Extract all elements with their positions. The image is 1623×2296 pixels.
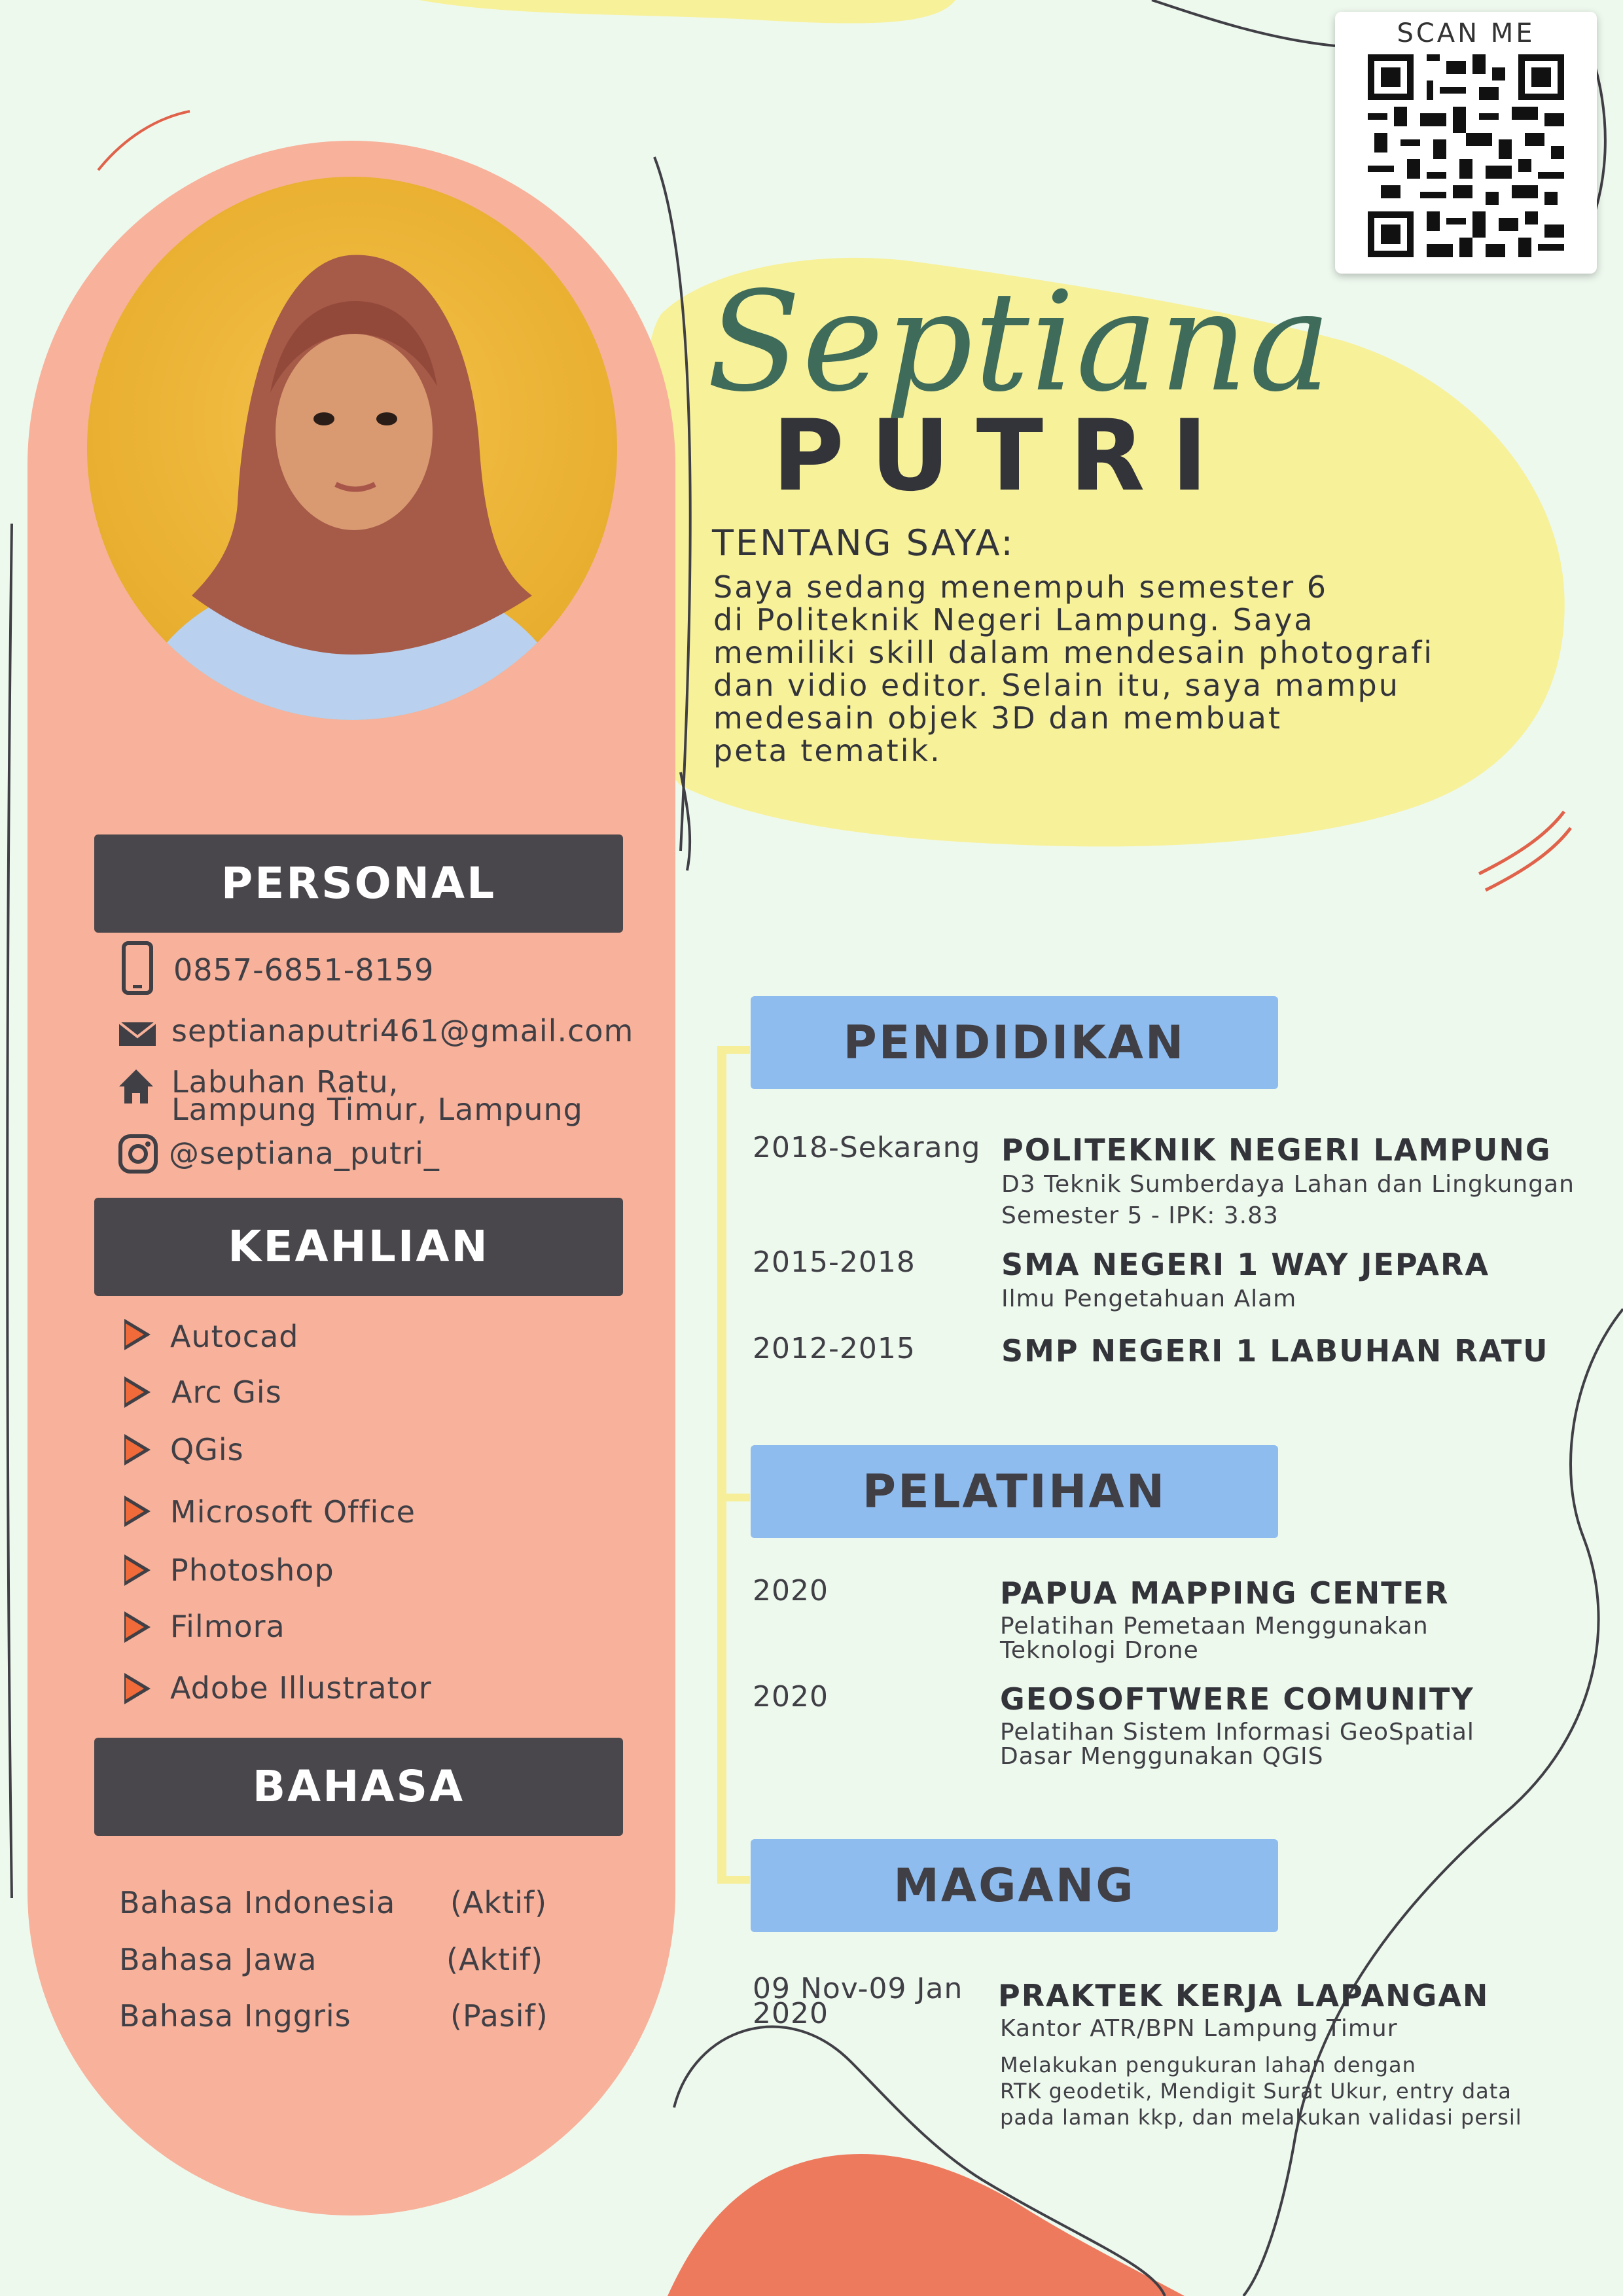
training-subtitle: Teknologi Drone (1000, 1637, 1199, 1664)
language-level: (Aktif) (446, 1942, 544, 1977)
internship-heading: MAGANG (751, 1839, 1278, 1932)
profile-photo-illustration (87, 177, 617, 720)
training-year: 2020 (753, 1574, 829, 1607)
about-line: peta tematik. (713, 733, 942, 768)
internship-title: PRAKTEK KERJA LAPANGAN (998, 1978, 1489, 2013)
internship-period-line: 09 Nov-09 Jan (753, 1972, 963, 2005)
training-subtitle: Dasar Menggunakan QGIS (1000, 1743, 1324, 1770)
training-subtitle: Pelatihan Pemetaan Menggunakan (1000, 1613, 1429, 1640)
skill-item: Autocad (170, 1319, 299, 1354)
instagram-icon (118, 1134, 158, 1174)
about-line: medesain objek 3D dan membuat (713, 700, 1282, 736)
training-heading: PELATIHAN (751, 1445, 1278, 1538)
bottom-coral-blob (668, 2154, 1185, 2296)
education-year: 2015-2018 (753, 1246, 916, 1279)
skill-item: Adobe Illustrator (170, 1670, 432, 1706)
about-line: Saya sedang menempuh semester 6 (713, 569, 1329, 605)
internship-description-line: Melakukan pengukuran lahan dengan (1000, 2053, 1416, 2077)
training-subtitle: Pelatihan Sistem Informasi GeoSpatial (1000, 1719, 1474, 1746)
address-line-2: Lampung Timur, Lampung (171, 1092, 583, 1127)
instagram-handle[interactable]: @septiana_putri_ (169, 1136, 440, 1171)
arrow-icon (124, 1319, 151, 1350)
skill-item: Microsoft Office (170, 1494, 416, 1530)
about-line: memiliki skill dalam mendesain photografi (713, 635, 1435, 670)
mail-icon (118, 1021, 157, 1047)
address (171, 1064, 583, 1127)
training-year: 2020 (753, 1680, 829, 1713)
about-title: TENTANG SAYA: (712, 522, 1015, 564)
training-title: PAPUA MAPPING CENTER (1000, 1575, 1450, 1611)
internship-period (753, 1972, 963, 2030)
education-heading: PENDIDIKAN (751, 996, 1278, 1089)
qr-code-card[interactable] (1335, 12, 1597, 274)
education-subtitle: Ilmu Pengetahuan Alam (1001, 1285, 1297, 1312)
languages-heading: BAHASA (94, 1738, 623, 1836)
qr-label: SCAN ME (1397, 18, 1535, 48)
education-title: POLITEKNIK NEGERI LAMPUNG (1001, 1132, 1552, 1168)
top-yellow-blob (419, 0, 955, 24)
internship-organization: Kantor ATR/BPN Lampung Timur (1000, 2015, 1398, 2042)
language-name: Bahasa Indonesia (119, 1885, 396, 1920)
internship-description-line: pada laman kkp, dan melakukan validasi persil (1000, 2105, 1522, 2130)
arrow-icon (124, 1376, 151, 1408)
arrow-icon (124, 1496, 151, 1527)
last-name: PUTRI (772, 399, 1234, 513)
language-level: (Aktif) (450, 1885, 548, 1920)
internship-period-line: 2020 (753, 1997, 829, 2030)
language-level: (Pasif) (450, 1998, 548, 2034)
skill-item: QGis (170, 1432, 244, 1467)
personal-heading: PERSONAL (94, 834, 623, 933)
skill-item: Photoshop (170, 1552, 334, 1588)
first-name: Septiana (707, 262, 1332, 422)
address-line-1: Labuhan Ratu, (171, 1064, 399, 1100)
arrow-icon (124, 1554, 151, 1586)
email-address[interactable]: septianaputri461@gmail.com (171, 1013, 634, 1049)
internship-description (1000, 2052, 1589, 2130)
education-subtitle: Semester 5 - IPK: 3.83 (1001, 1202, 1279, 1229)
internship-description-line: RTK geodetik, Mendigit Surat Ukur, entry data (1000, 2079, 1512, 2104)
about-line: dan vidio editor. Selain itu, saya mampu (713, 668, 1400, 703)
arrow-icon (124, 1434, 151, 1465)
language-name: Bahasa Inggris (119, 1998, 351, 2034)
training-title: GEOSOFTWERE COMUNITY (1000, 1681, 1474, 1717)
qr-code (1368, 54, 1564, 257)
skill-item: Arc Gis (171, 1374, 282, 1410)
phone-number[interactable]: 0857-6851-8159 (173, 952, 435, 988)
education-title: SMP NEGERI 1 LABUHAN RATU (1001, 1333, 1549, 1369)
about-line: di Politeknik Negeri Lampung. Saya (713, 602, 1315, 637)
arrow-icon (124, 1673, 151, 1704)
arrow-icon (124, 1611, 151, 1643)
language-name: Bahasa Jawa (119, 1942, 317, 1977)
education-subtitle: D3 Teknik Sumberdaya Lahan dan Lingkungan (1001, 1171, 1575, 1198)
education-year: 2018-Sekarang (753, 1131, 981, 1164)
phone-icon (121, 941, 154, 995)
education-title: SMA NEGERI 1 WAY JEPARA (1001, 1247, 1490, 1282)
skill-item: Filmora (170, 1609, 285, 1644)
about-text (713, 571, 1518, 767)
home-icon (116, 1067, 156, 1106)
education-year: 2012-2015 (753, 1332, 916, 1365)
skills-heading: KEAHLIAN (94, 1198, 623, 1296)
profile-photo (87, 177, 617, 720)
